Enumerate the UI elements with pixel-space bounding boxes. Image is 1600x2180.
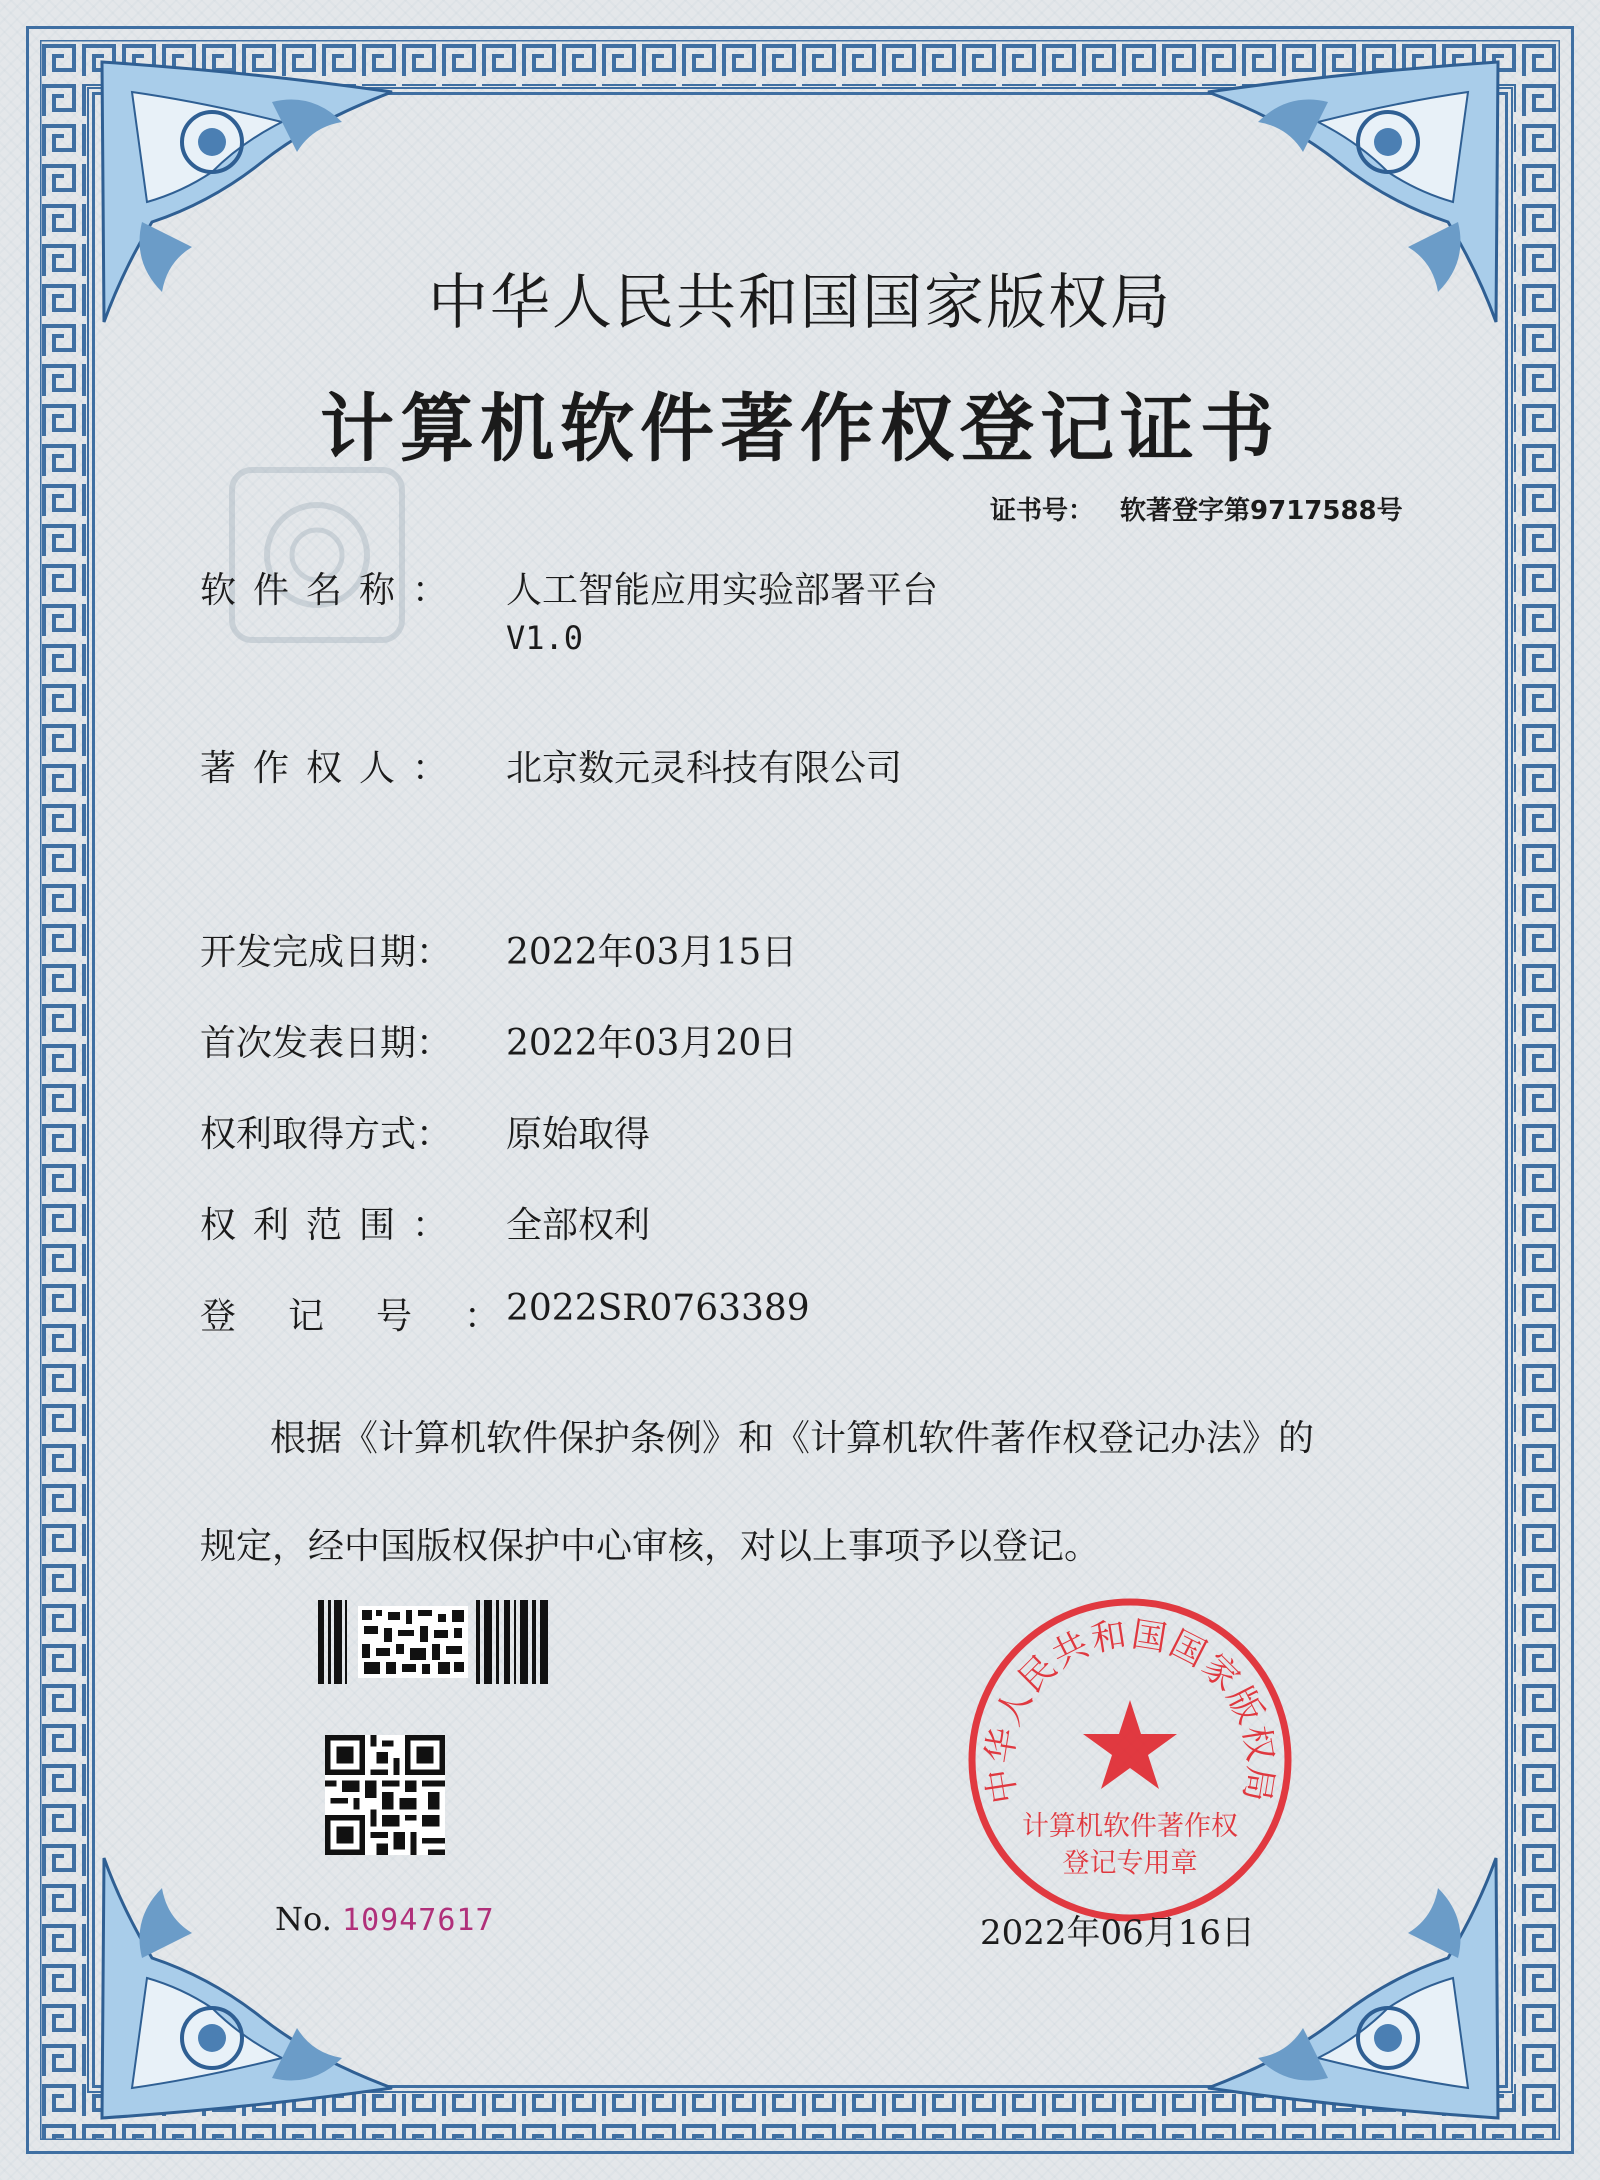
field-label: 著作权人：: [200, 748, 466, 789]
certificate-title: 计算机软件著作权登记证书: [320, 386, 1280, 472]
software-name-value: 人工智能应用实验部署平台: [506, 570, 939, 611]
field-value: [506, 562, 938, 657]
field-value: 原始取得: [506, 1114, 651, 1155]
field-label: 开发完成日期：: [200, 932, 453, 973]
svg-text:登记专用章: 登记专用章: [1062, 1848, 1198, 1879]
field-label: 登记号：: [200, 1296, 553, 1337]
serial-prefix: No.: [275, 1900, 332, 1938]
svg-text:中华人民共和国国家版权局: 中华人民共和国国家版权局: [979, 1614, 1281, 1807]
field-label: 权利范围：: [200, 1205, 466, 1246]
certificate-number-value: 软著登字第9717588号: [1120, 496, 1403, 526]
field-software-name: [200, 562, 938, 657]
issue-date: 2022年06月16日: [980, 1913, 1256, 1953]
legal-basis-line: 规定，经中国版权保护中心审核，对以上事项予以登记。: [200, 1526, 1101, 1567]
certificate-number: [990, 490, 1403, 527]
svg-text:计算机软件著作权: 计算机软件著作权: [1022, 1811, 1238, 1842]
software-version: V1.0: [506, 619, 584, 657]
official-seal-stamp: [960, 1590, 1300, 1930]
issuing-authority: 中华人民共和国国家版权局: [428, 268, 1172, 338]
field-value: 2022年03月20日: [506, 1023, 798, 1064]
field-acquisition-method: [200, 1106, 650, 1157]
legal-basis-line: 根据《计算机软件保护条例》和《计算机软件著作权登记办法》的: [270, 1418, 1315, 1459]
field-value: 2022年03月15日: [506, 932, 798, 973]
barcode-icon: [318, 1600, 550, 1684]
field-value: 北京数元灵科技有限公司: [506, 748, 903, 789]
certificate-number-label: 证书号：: [990, 496, 1095, 526]
field-first-publication-date: [200, 1015, 797, 1066]
field-value: 全部权利: [506, 1205, 651, 1246]
serial-value: 10947617: [342, 1903, 495, 1938]
field-registration-number: [200, 1288, 810, 1339]
field-value: 2022SR0763389: [506, 1288, 810, 1329]
field-label: 权利取得方式：: [200, 1114, 453, 1155]
legal-basis-statement: [200, 1385, 1440, 1601]
serial-number: [275, 1900, 495, 1938]
qr-code-icon: [325, 1735, 445, 1855]
field-label: 首次发表日期：: [200, 1023, 453, 1064]
field-copyright-owner: [200, 740, 902, 791]
field-completion-date: [200, 924, 797, 975]
corner-ornament-icon: [92, 1848, 412, 2128]
field-rights-scope: [200, 1197, 650, 1248]
field-label: 软件名称：: [200, 570, 466, 611]
